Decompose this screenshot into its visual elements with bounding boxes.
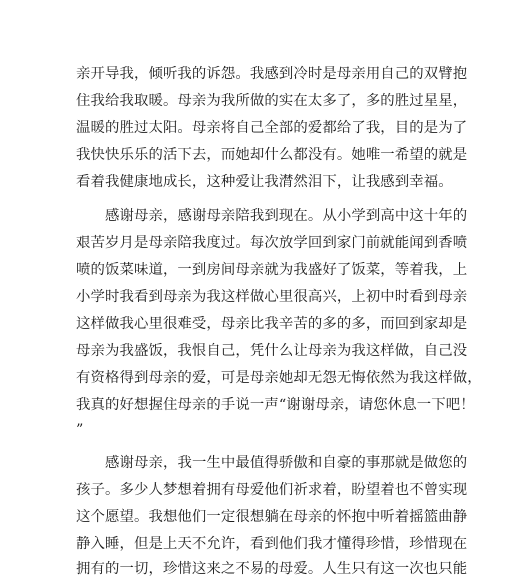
paragraph-1-line-3: 温暖的胜过太阳。母亲将自己全部的爱都给了我，目的是为了	[76, 120, 468, 136]
paragraph-1-line-2: 住我给我取暖。母亲为我所做的实在太多了，多的胜过星星，	[76, 93, 468, 109]
paragraph-3-line-4: 静入睡，但是上天不允许，看到他们我才懂得珍惜，珍惜现在	[76, 536, 468, 552]
paragraph-2-line-3: 喷的饭菜味道，一到房间母亲就为我盛好了饭菜，等着我，上	[76, 262, 468, 278]
paragraph-1-line-5: 看着我健康地成长，这种爱让我潸然泪下，让我感到幸福。	[76, 174, 453, 190]
paragraph-2-line-1: 感谢母亲，感谢母亲陪我到现在。从小学到高中这十年的	[105, 208, 468, 224]
paragraph-3-line-1: 感谢母亲，我一生中最值得骄傲和自豪的事那就是做您的	[105, 455, 468, 471]
paragraph-2-line-7: 有资格得到母亲的爱，可是母亲她却无怨无悔依然为我这样做，	[76, 370, 482, 386]
paragraph-1-line-4: 我快快乐乐的活下去，而她却什么都没有。她唯一希望的就是	[76, 147, 468, 163]
paragraph-2-line-8: 我真的好想握住母亲的手说一声“谢谢母亲，请您休息一下吧！	[76, 397, 475, 413]
paragraph-2-line-5: 这样做我心里很难受，母亲比我辛苦的多的多，而回到家却是	[76, 316, 468, 332]
paragraph-1-line-1: 亲开导我，倾听我的诉怨。我感到冷时是母亲用自己的双臂抱	[76, 66, 468, 82]
paragraph-3-line-2: 孩子。多少人梦想着拥有母爱他们祈求着，盼望着也不曾实现	[76, 482, 468, 498]
paragraph-2-line-9: ”	[76, 422, 84, 438]
paragraph-2-line-2: 艰苦岁月是母亲陪我度过。每次放学回到家门前就能闻到香喷	[76, 235, 468, 251]
paragraph-3-line-3: 这个愿望。我想他们一定很想躺在母亲的怀抱中听着摇篮曲静	[76, 509, 468, 525]
paragraph-2-line-6: 母亲为我盛饭，我恨自己，凭什么让母亲为我这样做，自己没	[76, 343, 468, 359]
paragraph-2-line-4: 小学时我看到母亲为我这样做心里很高兴，上初中时看到母亲	[76, 289, 468, 305]
paragraph-3-line-5: 拥有的一切，珍惜这来之不易的母爱。人生只有这一次也只能	[76, 561, 468, 577]
